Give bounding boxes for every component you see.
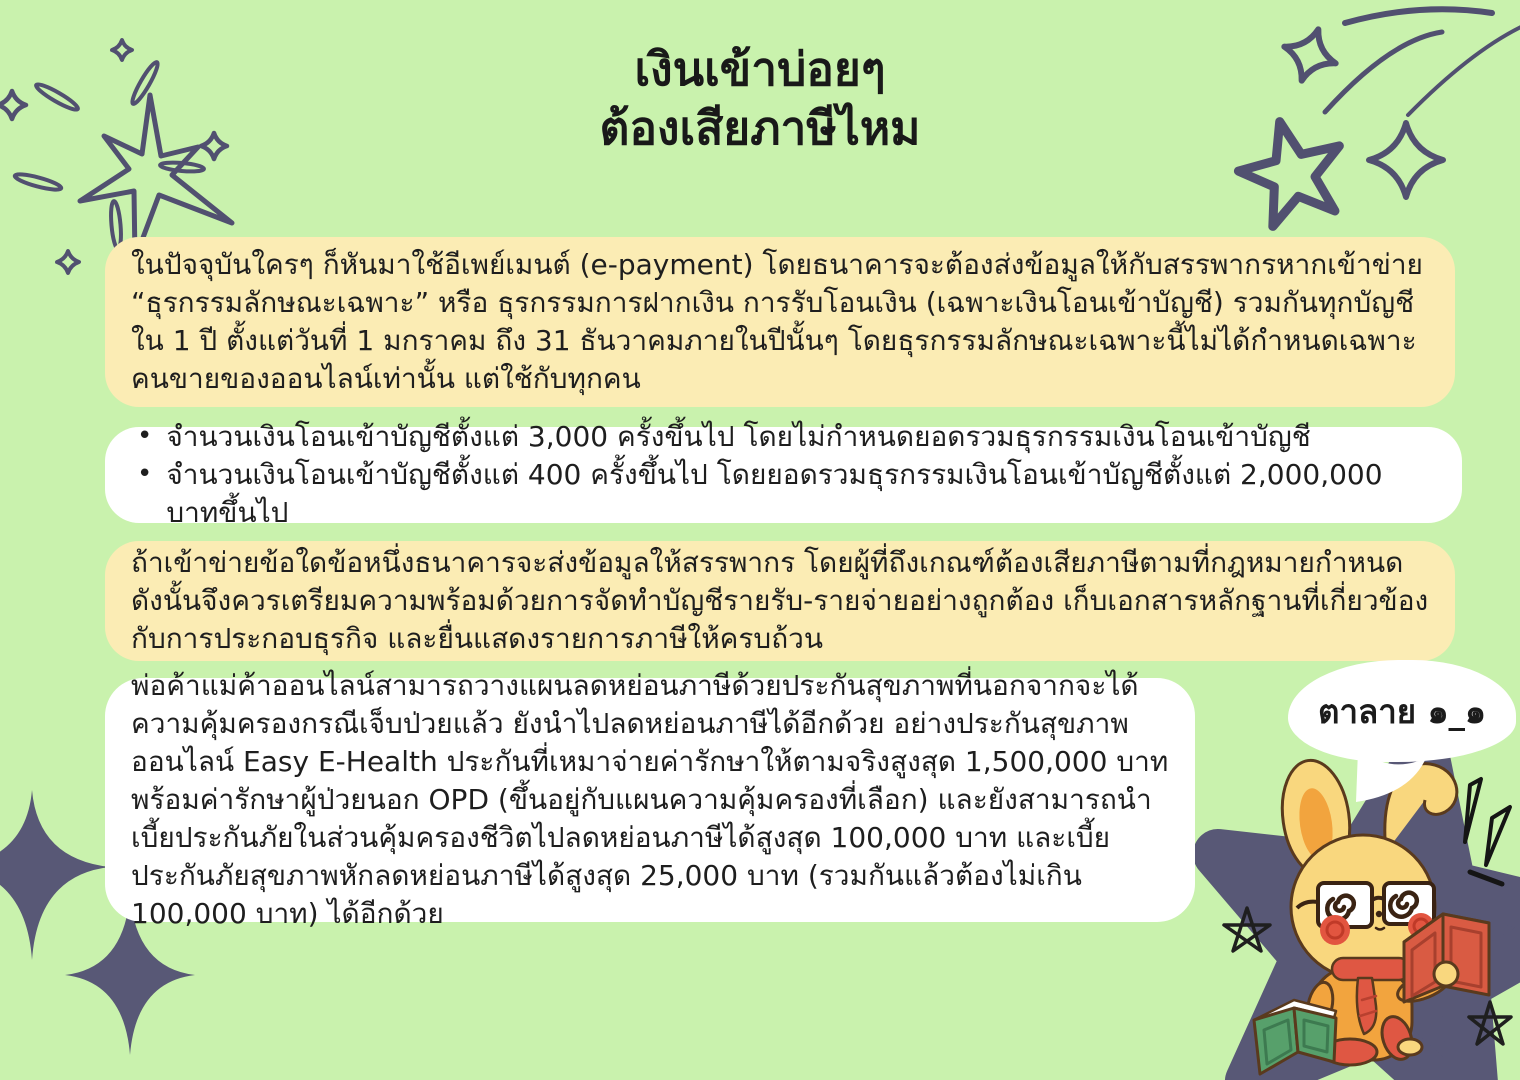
speech-bubble-text: ตาลาย ๑_๑ — [1318, 691, 1486, 731]
speech-bubble — [1288, 660, 1516, 762]
intro-text: ในปัจจุบันใครๆ ก็หันมาใช้อีเพย์เมนต์ (e-payment) โดยธนาคารจะต้องส่งข้อมูลให้กับสรรพากรหากเข้าข่าย “ธุรกรรมลักษณะเฉพาะ” หรือ ธุรกรรมการฝากเงิน การรับโอนเงิน (เฉพาะเงินโอนเข้าบัญชี) รวมกันทุกบัญชี ใน 1 ปี ตั้งแต่วันที่ 1 มกราคม ถึง 31 ธันวาคมภายในปีนั้นๆ โดยธุรกรรมลักษณะเฉพาะนี้ไม่ได้กำหนดเฉพาะคนขายของออนไลน์เท่านั้น แต่ใช้กับทุกคน — [131, 247, 1423, 396]
criteria-card — [105, 419, 1462, 530]
rabbit-right-foot — [1398, 1039, 1422, 1055]
consequence-text: ถ้าเข้าข่ายข้อใดข้อหนึ่งธนาคารจะส่งข้อมูลให้สรรพากร โดยผู้ที่ถึงเกณฑ์ต้องเสียภาษีตามที่กฎหมายกำหนด ดังนั้นจึงควรเตรียมความพร้อมด้วยการจัดทำบัญชีรายรับ-รายจ่ายอย่างถูกต้อง เก็บเอกสารหลักฐานที่เกี่ยวข้องกับการประกอบธุรกิจ และยื่นแสดงรายการภาษีให้ครบถ้วน — [131, 545, 1429, 656]
page-title-line1: เงินเข้าบ่อยๆ — [634, 42, 886, 96]
criteria-bullet-2-text: • จำนวนเงินโอนเข้าบัญชีตั้งแต่ 400 ครั้งขึ้นไป โดยยอดรวมธุรกรรมเงินโอนเข้าบัญชีตั้งแต่ 2,000,000 บาทขึ้นไป — [166, 457, 1383, 530]
page-title — [0, 40, 1520, 158]
criteria-bullet-2 — [131, 456, 1436, 532]
criteria-bullet-1-text: • จำนวนเงินโอนเข้าบัญชีตั้งแต่ 3,000 ครั้งขึ้นไป โดยไม่กำหนดยอดรวมธุรกรรมเงินโอนเข้าบัญชี — [166, 419, 1311, 453]
consequence-card — [105, 541, 1455, 661]
rabbit-paw — [1434, 962, 1458, 986]
tip-text: พ่อค้าแม่ค้าออนไลน์สามารถวางแผนลดหย่อนภาษีด้วยประกันสุขภาพที่นอกจากจะได้ความคุ้มครองกรณีเจ็บป่วยแล้ว ยังนำไปลดหย่อนภาษีได้อีกด้วย อย่างประกันสุขภาพออนไลน์ Easy E-Health ประกันที่เหมาจ่ายค่ารักษาให้ตามจริงสูงสุด 1,500,000 บาท พร้อมค่ารักษาผู้ป่วยนอก OPD (ขึ้นอยู่กับแผนความคุ้มครองที่เลือก) และยังสามารถนำเบี้ยประกันภัยในส่วนคุ้มครองชีวิตไปลดหย่อนภาษีได้สูงสุด 100,000 บาท และเบี้ยประกันภัยสุขภาพหักลดหย่อนภาษีได้สูงสุด 25,000 บาท (รวมกันแล้วต้องไม่เกิน 100,000 บาท) ได้อีกด้วย — [131, 668, 1169, 931]
tip-card — [105, 668, 1195, 931]
criteria-bullet-1 — [131, 418, 1436, 456]
rabbit-nose — [1376, 911, 1382, 917]
page-title-line2: ต้องเสียภาษีไหม — [599, 100, 921, 155]
intro-card — [105, 237, 1455, 407]
rabbit-mouth — [1376, 928, 1384, 930]
bunny-reading-illustration — [1140, 700, 1520, 1080]
